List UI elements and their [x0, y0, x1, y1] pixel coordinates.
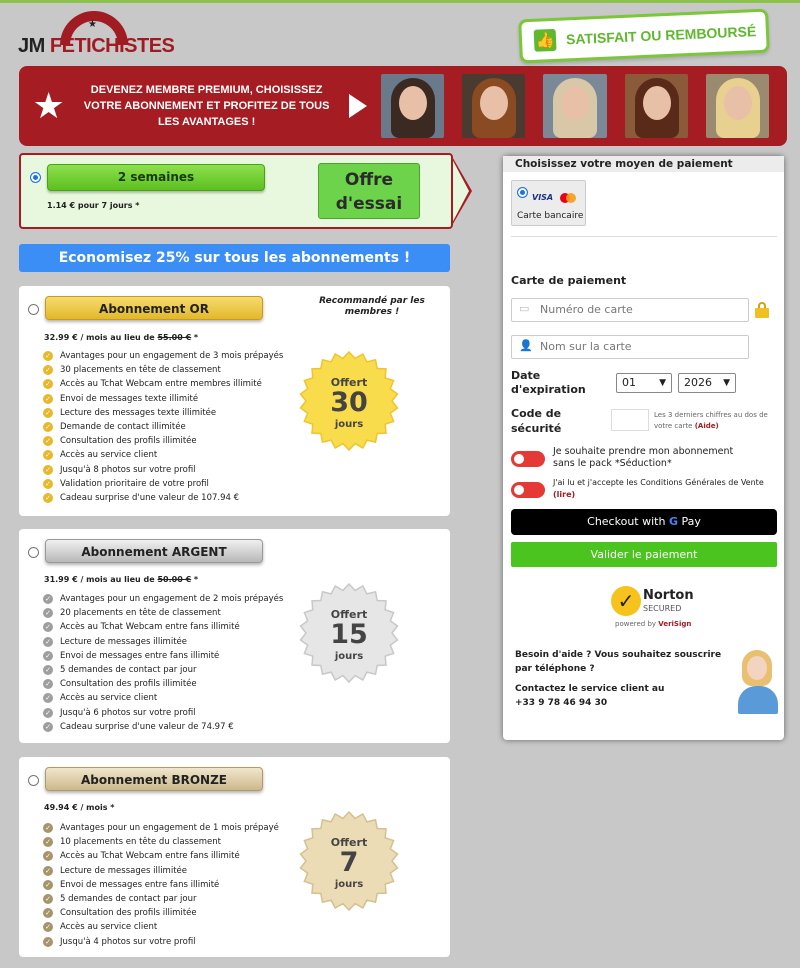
check-icon: ✓: [43, 837, 53, 847]
check-icon: ✓: [43, 493, 53, 503]
plan-price: 31.99 € / mois au lieu de 50.00 € *: [44, 575, 199, 584]
guarantee-text: SATISFAIT OU REMBOURSÉ: [565, 23, 757, 48]
help-question: Besoin d'aide ? Vous souhaitez souscrire par téléphone ?: [515, 650, 722, 674]
google-g-icon: G: [668, 515, 678, 528]
check-icon: ✓: [43, 408, 53, 418]
feature-item: ✓ Envoi de messages entre fans illimité: [43, 649, 283, 663]
feature-item: ✓ Consultation des profils illimitée: [43, 677, 283, 691]
check-icon: ✓: [43, 693, 53, 703]
feature-item: ✓ Consultation des profils illimitée: [43, 906, 279, 920]
check-icon: ✓: [43, 665, 53, 675]
check-icon: ✓: [43, 637, 53, 647]
cvv-help-link[interactable]: (Aide): [694, 422, 719, 430]
mastercard-icon-part: [566, 193, 576, 203]
check-icon: ✓: [43, 937, 53, 947]
check-icon: ✓: [43, 436, 53, 446]
check-icon: ✓: [43, 679, 53, 689]
check-icon: ✓: [43, 722, 53, 732]
plan-bronze-radio[interactable]: [28, 775, 39, 786]
thumbs-up-icon: 👍: [534, 29, 557, 52]
logo-text: JM FETICHISTES: [18, 35, 175, 57]
card-number-placeholder: Numéro de carte: [540, 303, 633, 316]
member-photo: [706, 74, 769, 138]
help-phone[interactable]: +33 9 78 46 94 30: [515, 698, 608, 708]
norton-seal: [609, 584, 701, 632]
check-icon: ✓: [43, 651, 53, 661]
trial-offer[interactable]: [19, 153, 453, 229]
trial-offer-badge: [318, 163, 420, 219]
plan-argent-radio[interactable]: [28, 547, 39, 558]
submit-payment-button[interactable]: Valider le paiement: [511, 542, 777, 567]
feature-item: ✓ Lecture des messages texte illimitée: [43, 406, 283, 420]
help-contact: Contactez le service client au: [515, 684, 665, 694]
card-icon: ▭: [519, 302, 530, 315]
member-photo: [543, 74, 606, 138]
plan-or[interactable]: [19, 286, 450, 516]
feature-item: ✓ 30 placements en tête de classement: [43, 363, 283, 377]
check-icon: ✓: [43, 622, 53, 632]
payment-title: Choisissez votre moyen de paiement: [503, 156, 784, 172]
plan-argent-button[interactable]: Abonnement ARGENT: [45, 539, 263, 563]
check-icon: ✓: [43, 908, 53, 918]
trial-offer-line1: Offre: [344, 170, 394, 190]
help-section: [515, 648, 735, 710]
plan-features: [43, 821, 279, 949]
feature-item: ✓ 5 demandes de contact par jour: [43, 663, 283, 677]
feature-item: ✓ 5 demandes de contact par jour: [43, 892, 279, 906]
trial-price: 1.14 € pour 7 jours *: [47, 201, 140, 210]
feature-item: ✓ Accès au Tchat Webcam entre fans illimité: [43, 620, 283, 634]
gpay-label: Checkout with: [587, 515, 666, 528]
cgv-read-link[interactable]: (lire): [553, 490, 576, 499]
plan-features: [43, 592, 283, 734]
chevron-down-icon: ▼: [659, 378, 666, 388]
feature-item: ✓ Accès au service client: [43, 448, 283, 462]
check-icon: ✓: [43, 450, 53, 460]
feature-item: ✓ Lecture de messages illimitée: [43, 864, 279, 878]
feature-item: ✓ 10 placements en tête du classement: [43, 835, 279, 849]
feature-item: ✓ Consultation des profils illimitée: [43, 434, 283, 448]
user-icon: 👤: [519, 339, 533, 352]
member-photo: [381, 74, 444, 138]
check-icon: ✓: [43, 365, 53, 375]
cvv-label: Code de sécurité: [511, 407, 562, 435]
premium-banner: [19, 66, 787, 146]
feature-item: ✓ Jusqu'à 8 photos sur votre profil: [43, 463, 283, 477]
expiry-month-select[interactable]: 01 ▼: [616, 373, 672, 393]
logo-star-icon: ★: [88, 19, 97, 30]
plan-or-radio[interactable]: [28, 304, 39, 315]
check-icon: ✓: [43, 479, 53, 489]
check-icon: ✓: [43, 851, 53, 861]
site-logo[interactable]: [18, 11, 178, 59]
feature-item: ✓ Jusqu'à 4 photos sur votre profil: [43, 935, 279, 949]
cgv-label: J'ai lu et j'accepte les Conditions Générales de Vente (lire): [553, 478, 764, 499]
norton-sub: SECURED: [643, 604, 682, 613]
expiry-year-select[interactable]: 2026 ▼: [678, 373, 736, 393]
check-icon: ✓: [43, 608, 53, 618]
check-icon: ✓: [43, 866, 53, 876]
check-icon: ✓: [43, 422, 53, 432]
plan-or-button[interactable]: Abonnement OR: [45, 296, 263, 320]
plan-bronze-button[interactable]: Abonnement BRONZE: [45, 767, 263, 791]
expiry-label: Date d'expiration: [511, 369, 586, 396]
seduction-pack-toggle[interactable]: [511, 451, 545, 467]
gpay-pay-label: Pay: [681, 515, 701, 528]
feature-item: ✓ Cadeau surprise d'une valeur de 74.97 €: [43, 720, 283, 734]
cvv-hint: Les 3 derniers chiffres au dos de votre carte (Aide): [654, 411, 768, 430]
plan-features: [43, 349, 283, 505]
feature-item: ✓ 20 placements en tête de classement: [43, 606, 283, 620]
feature-item: ✓ Accès au service client: [43, 920, 279, 934]
card-number-input[interactable]: [511, 298, 749, 322]
card-option-label: Carte bancaire: [517, 211, 584, 221]
feature-item: ✓ Validation prioritaire de votre profil: [43, 477, 283, 491]
norton-powered: powered by VeriSign: [615, 620, 692, 628]
offer-badge: Offert 7 jours: [299, 811, 399, 911]
check-icon: ✓: [43, 394, 53, 404]
guarantee-badge: [518, 9, 770, 64]
card-radio[interactable]: [517, 187, 528, 198]
feature-item: ✓ Avantages pour un engagement de 3 mois prépayés: [43, 349, 283, 363]
check-icon: ✓: [43, 880, 53, 890]
support-agent-avatar: [736, 646, 780, 716]
feature-item: ✓ Jusqu'à 6 photos sur votre profil: [43, 706, 283, 720]
cgv-toggle[interactable]: [511, 482, 545, 498]
play-arrow-icon: [349, 94, 367, 118]
offer-badge: Offert 30 jours: [299, 351, 399, 451]
card-section-title: Carte de paiement: [511, 274, 627, 287]
feature-item: ✓ Demande de contact illimitée: [43, 420, 283, 434]
member-photo: [462, 74, 525, 138]
plan-price: 32.99 € / mois au lieu de 55.00 € *: [44, 333, 199, 342]
check-icon: ✓: [43, 894, 53, 904]
feature-item: ✓ Avantages pour un engagement de 1 mois prépayé: [43, 821, 279, 835]
lock-icon: [755, 302, 769, 318]
banner-text: DEVENEZ MEMBRE PREMIUM, CHOISISSEZ VOTRE ABONNEMENT ET PROFITEZ DE TOUS LES AVANTAGES !: [83, 84, 330, 128]
trial-offer-line2: d'essai: [335, 194, 403, 214]
star-icon: ★: [32, 85, 65, 127]
feature-item: ✓ Envoi de messages entre fans illimité: [43, 878, 279, 892]
chevron-down-icon: ▼: [723, 378, 730, 388]
google-pay-button[interactable]: [511, 509, 777, 535]
norton-check-icon: ✓: [611, 586, 641, 616]
norton-title: Norton: [643, 588, 694, 603]
visa-icon: VISA: [532, 193, 554, 202]
check-icon: ✓: [43, 708, 53, 718]
check-icon: ✓: [43, 351, 53, 361]
plan-price: 49.94 € / mois *: [44, 803, 115, 812]
feature-item: ✓ Accès au Tchat Webcam entre membres illimité: [43, 377, 283, 391]
check-icon: ✓: [43, 823, 53, 833]
card-name-placeholder: Nom sur la carte: [540, 340, 632, 353]
check-icon: ✓: [43, 465, 53, 475]
payment-panel: [503, 156, 784, 740]
plan-argent[interactable]: [19, 529, 450, 743]
trial-radio[interactable]: [30, 172, 41, 183]
card-payment-option[interactable]: [511, 180, 586, 226]
savings-banner: Economisez 25% sur tous les abonnements !: [19, 244, 450, 272]
feature-item: ✓ Accès au Tchat Webcam entre fans illimité: [43, 849, 279, 863]
trial-duration-button[interactable]: 2 semaines: [47, 164, 265, 191]
feature-item: ✓ Accès au service client: [43, 691, 283, 705]
plan-bronze[interactable]: [19, 757, 450, 957]
member-photo: [625, 74, 688, 138]
divider: [511, 236, 777, 237]
seduction-pack-label: Je souhaite prendre mon abonnement sans le pack *Séduction*: [553, 446, 734, 469]
feature-item: ✓ Avantages pour un engagement de 2 mois prépayés: [43, 592, 283, 606]
check-icon: ✓: [43, 594, 53, 604]
feature-item: ✓ Lecture de messages illimitée: [43, 635, 283, 649]
card-name-input[interactable]: [511, 335, 749, 359]
cvv-input[interactable]: [611, 409, 649, 431]
check-icon: ✓: [43, 922, 53, 932]
recommended-label: Recommandé par les membres !: [319, 296, 425, 317]
check-icon: ✓: [43, 379, 53, 389]
feature-item: ✓ Cadeau surprise d'une valeur de 107.94 €: [43, 491, 283, 505]
feature-item: ✓ Envoi de messages texte illimité: [43, 392, 283, 406]
offer-badge: Offert 15 jours: [299, 583, 399, 683]
